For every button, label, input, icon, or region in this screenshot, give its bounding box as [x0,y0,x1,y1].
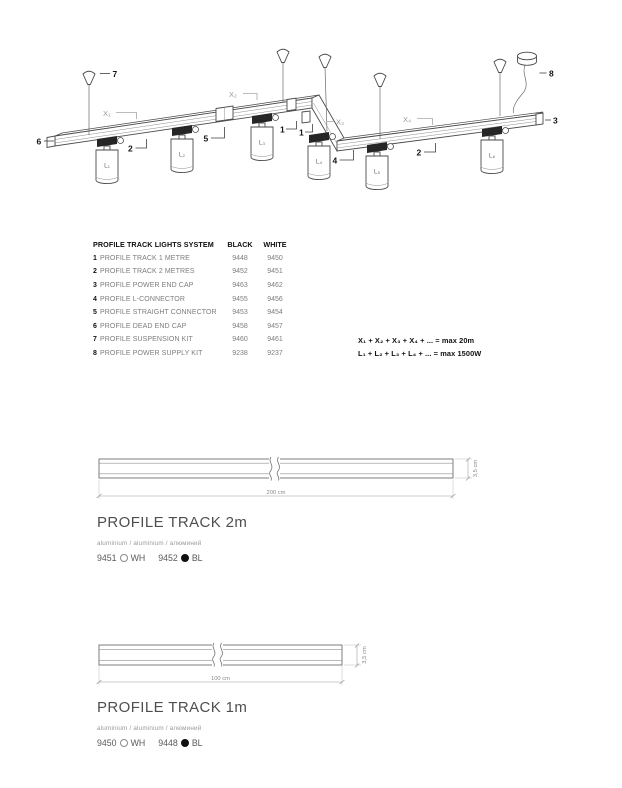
table-title: PROFILE TRACK LIGHTS SYSTEM [93,240,214,250]
straight-connector [216,106,233,122]
svg-text:1: 1 [280,124,285,135]
code-white: 9462 [267,282,283,290]
product-track-1m [97,699,247,748]
code-white: 9237 [267,350,283,358]
table-row [93,292,293,306]
table-row [93,333,293,347]
table-row [93,347,293,361]
lamp-label: L₆ [488,152,496,160]
svg-text:6: 6 [36,136,42,147]
code-white: 9461 [267,336,283,344]
spotlight-l1 [96,136,124,184]
code-black: 9463 [232,282,248,290]
power-supply-kit-icon [513,52,536,113]
white-swatch-icon [120,739,128,747]
product-title: PROFILE TRACK 1m [97,699,248,716]
suspension-kit-icon [374,73,386,139]
callout-l-connector [333,150,354,166]
code-white: 9457 [267,322,283,330]
product-materials: aluminium / aluminium / алюминий [97,725,202,732]
variant-code: 9448 [158,738,178,748]
height-dimension-label: 3,5 cm [362,646,368,664]
track-2m-drawing [90,448,500,506]
row-name: PROFILE DEAD END CAP [100,322,187,330]
variant-code: 9452 [158,553,178,563]
spotlight-l5 [366,142,394,190]
callout-track-1m-a [280,121,297,135]
variant-finish: WH [130,553,146,563]
variant-finish: BL [191,738,203,748]
spotlight-l2 [171,125,199,173]
code-white: 9450 [267,254,283,262]
track-joint-piece [287,98,296,111]
x1-label [103,109,137,119]
callout-power-supply-kit [540,69,555,79]
lamp-label: L₂ [178,151,186,159]
svg-text:1: 1 [299,127,304,138]
lamp-label: L₁ [104,162,110,170]
black-swatch-icon [181,739,189,747]
spec-table-header [93,238,293,252]
callout-track-2m-a [128,139,147,154]
row-number: 8 [93,350,97,358]
table-row [93,265,293,279]
row-number: 7 [93,336,97,344]
spec-table [93,238,293,360]
spotlight-l6 [481,126,509,174]
svg-text:X₄: X₄ [403,115,412,124]
product-variants [97,553,247,563]
row-number: 6 [93,322,97,330]
code-black: 9460 [232,336,248,344]
code-white: 9456 [267,295,283,303]
svg-text:7: 7 [112,69,118,79]
limit-formulas [358,334,481,361]
column-header-black: BLACK [227,240,253,250]
track-1m-drawing [90,635,400,693]
table-row [93,279,293,293]
table-row [93,320,293,334]
svg-text:2: 2 [128,143,133,154]
variant-finish: WH [130,738,146,748]
variant-finish: BL [191,553,203,563]
product-track-2m [97,514,247,563]
dead-end-cap [47,136,55,148]
system-diagram [0,0,622,232]
callout-power-end-cap [545,116,558,126]
code-black: 9458 [232,322,248,330]
svg-text:X₂: X₂ [229,90,237,99]
lamp-label: L₄ [315,158,323,166]
code-black: 9238 [232,350,248,358]
x4-label [403,115,433,125]
code-black: 9453 [232,309,248,317]
suspension-kit-icon [83,71,95,135]
product-materials: aluminium / aluminium / алюминий [97,540,202,547]
code-black: 9452 [232,268,248,276]
svg-text:X₃: X₃ [336,117,345,127]
product-title: PROFILE TRACK 2m [97,514,248,531]
code-white: 9451 [267,268,283,276]
row-number: 1 [93,254,97,262]
product-variants [97,738,247,748]
white-swatch-icon [120,554,128,562]
column-header-white: WHITE [263,240,287,250]
variant-code: 9451 [97,553,117,563]
suspension-kit-icon [494,59,506,116]
row-number: 5 [93,309,97,317]
row-number: 2 [93,268,97,276]
max-power-formula: L₁ + L₂ + L₃ + L₄ + ... = max 1500W [358,349,482,359]
lamp-label: L₅ [373,168,381,176]
callout-suspension-kit [100,69,118,79]
spotlight-l4 [308,132,336,180]
row-number: 4 [93,295,97,303]
track-joint-piece [302,111,310,123]
code-black: 9455 [232,295,248,303]
svg-text:X₁: X₁ [103,109,111,118]
svg-text:2: 2 [416,147,422,158]
black-swatch-icon [181,554,189,562]
row-name: PROFILE POWER END CAP [100,282,194,290]
power-end-cap [536,113,543,125]
length-dimension-label: 200 cm [266,489,286,496]
row-name: PROFILE POWER SUPPLY KIT [100,350,203,358]
row-number: 3 [93,282,97,290]
spotlight-l3 [251,113,279,161]
code-black: 9448 [232,254,248,262]
max-length-formula: X₁ + X₂ + X₃ + X₄ + ... = max 20m [358,336,475,345]
row-name: PROFILE TRACK 2 METRES [100,268,195,276]
table-row [93,306,293,320]
suspension-kit-icon [277,49,289,102]
row-name: PROFILE L-CONNECTOR [100,295,186,303]
length-dimension-label: 100 cm [210,675,231,682]
callout-track-2m-b [417,143,436,158]
lamp-label: L₃ [258,139,266,147]
variant-code: 9450 [97,738,117,748]
height-dimension-label: 3,5 cm [473,459,479,478]
svg-text:5: 5 [203,133,209,144]
table-row [93,252,293,266]
row-name: PROFILE SUSPENSION KIT [100,336,193,344]
callout-straight-connector [204,127,225,144]
code-white: 9454 [267,309,283,317]
svg-text:8: 8 [549,68,554,79]
row-name: PROFILE STRAIGHT CONNECTOR [100,309,217,317]
x2-label [229,90,257,100]
svg-text:3: 3 [553,115,558,126]
svg-text:4: 4 [332,155,338,166]
row-name: PROFILE TRACK 1 METRE [100,254,190,262]
